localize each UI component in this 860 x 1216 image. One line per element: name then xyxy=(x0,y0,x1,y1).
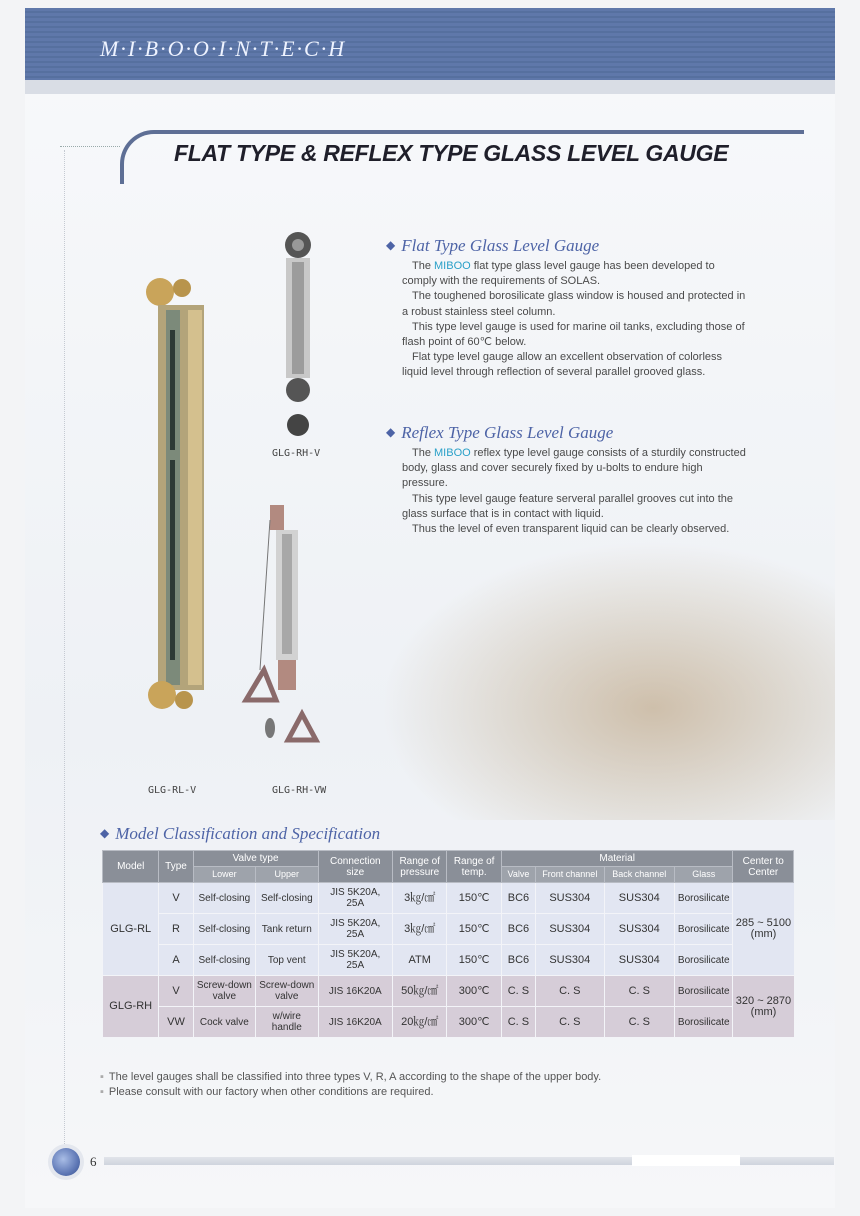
type-cell: A xyxy=(159,945,193,976)
header-subband xyxy=(25,80,835,94)
back-channel-cell: SUS304 xyxy=(604,945,675,976)
upper-cell: Tank return xyxy=(256,914,318,945)
front-channel-cell: SUS304 xyxy=(536,914,604,945)
type-cell: V xyxy=(159,883,193,914)
back-channel-cell: C. S xyxy=(604,1007,675,1038)
diamond-bullet-icon: ◆ xyxy=(100,826,110,840)
table-row xyxy=(103,914,794,945)
header-valve: Valve xyxy=(501,867,535,883)
lower-cell: Self-closing xyxy=(193,914,255,945)
back-channel-cell: SUS304 xyxy=(604,914,675,945)
header-range-pressure: Range of pressure xyxy=(393,851,447,883)
temp-cell: 300℃ xyxy=(447,1007,501,1038)
connection-cell: JIS 5K20A, 25A xyxy=(318,883,393,914)
spec-table xyxy=(102,850,794,1038)
header-range-temp: Range of temp. xyxy=(447,851,501,883)
footnote-item: ▪ The level gauges shall be classified into three types V, R, A according to the shape of the upper body. xyxy=(100,1070,601,1085)
lower-cell: Screw-down valve xyxy=(193,976,255,1007)
title-dotted-leader xyxy=(60,146,120,148)
connection-cell: JIS 5K20A, 25A xyxy=(318,914,393,945)
glass-cell: Borosilicate xyxy=(675,976,733,1007)
header-model: Model xyxy=(103,851,159,883)
table-row xyxy=(103,945,794,976)
center-cell: 320 ~ 2870 (mm) xyxy=(733,976,794,1038)
model-cell: GLG-RL xyxy=(103,883,159,976)
glass-cell: Borosilicate xyxy=(675,914,733,945)
header-front-channel: Front channel xyxy=(536,867,604,883)
pressure-cell: 3㎏/㎠ xyxy=(393,914,447,945)
header-center-to-center: Center to Center xyxy=(733,851,794,883)
temp-cell: 150℃ xyxy=(447,883,501,914)
lower-cell: Self-closing xyxy=(193,883,255,914)
diamond-bullet-icon: ◆ xyxy=(386,238,396,252)
gauge-glg-rh-v-image xyxy=(276,230,326,440)
valve-material-cell: BC6 xyxy=(501,883,535,914)
header-glass: Glass xyxy=(675,867,733,883)
page-number: 6 xyxy=(90,1154,97,1169)
header-type: Type xyxy=(159,851,193,883)
glass-cell: Borosilicate xyxy=(675,1007,733,1038)
back-channel-cell: SUS304 xyxy=(604,883,675,914)
lower-cell: Cock valve xyxy=(193,1007,255,1038)
caption-glg-rh-v: GLG-RH-V xyxy=(272,448,321,459)
header-lower: Lower xyxy=(193,867,255,883)
caption-glg-rl-v: GLG-RL-V xyxy=(148,785,197,796)
ship-photo-background xyxy=(380,540,835,820)
type-cell: VW xyxy=(159,1007,193,1038)
front-channel-cell: SUS304 xyxy=(536,883,604,914)
upper-cell: w/wire handle xyxy=(256,1007,318,1038)
pressure-cell: 3㎏/㎠ xyxy=(393,883,447,914)
connection-cell: JIS 16K20A xyxy=(318,976,393,1007)
header-back-channel: Back channel xyxy=(604,867,675,883)
footnotes xyxy=(100,1070,601,1100)
model-cell: GLG-RH xyxy=(103,976,159,1038)
pressure-cell: ATM xyxy=(393,945,447,976)
brand-logotype: M·I·B·O·O·I·N·T·E·C·H xyxy=(100,36,347,61)
reflex-type-description: The MIBOO reflex type level gauge consists of a sturdily constructed body, glass and cover securely fixed by u-bolts to endure high pressure. This type level gauge feature serveral parallel grooves cut into the glass surface that is in contact with liquid. Thus the level of even transparent liquid can be clearly observed. xyxy=(402,447,746,536)
glass-cell: Borosilicate xyxy=(675,883,733,914)
header-material: Material xyxy=(501,851,733,867)
temp-cell: 150℃ xyxy=(447,914,501,945)
gauge-glg-rl-v-image xyxy=(140,270,220,720)
diamond-bullet-icon: ◆ xyxy=(386,425,396,439)
front-channel-cell: C. S xyxy=(536,976,604,1007)
table-row xyxy=(103,1007,794,1038)
pressure-cell: 20㎏/㎠ xyxy=(393,1007,447,1038)
temp-cell: 300℃ xyxy=(447,976,501,1007)
connection-cell: JIS 16K20A xyxy=(318,1007,393,1038)
pressure-cell: 50㎏/㎠ xyxy=(393,976,447,1007)
header-valve-type: Valve type xyxy=(193,851,318,867)
flat-type-description: The MIBOO flat type glass level gauge has been developed to comply with the requirements of SOLAS. The toughened borosilicate glass window is housed and protected in a robust stainless steel column. This type level gauge is used for marine oil tanks, excluding those of flash point of 60℃ below. Flat type level gauge allow an excellent observation of colorless liquid level through reflection of several parallel grooved glass. xyxy=(402,260,746,379)
temp-cell: 150℃ xyxy=(447,945,501,976)
upper-cell: Self-closing xyxy=(256,883,318,914)
gauge-glg-rh-vw-image xyxy=(240,500,330,770)
reflex-type-heading: ◆ Reflex Type Glass Level Gauge xyxy=(386,423,614,442)
footer-bar-gap xyxy=(632,1155,740,1166)
front-channel-cell: C. S xyxy=(536,1007,604,1038)
caption-glg-rh-vw: GLG-RH-VW xyxy=(272,785,327,796)
connection-cell: JIS 5K20A, 25A xyxy=(318,945,393,976)
page-title: FLAT TYPE & REFLEX TYPE GLASS LEVEL GAUGE xyxy=(174,140,729,166)
center-cell: 285 ~ 5100 (mm) xyxy=(733,883,794,976)
table-row xyxy=(103,883,794,914)
model-spec-heading: ◆ Model Classification and Specification xyxy=(100,824,381,843)
upper-cell: Top vent xyxy=(256,945,318,976)
front-channel-cell: SUS304 xyxy=(536,945,604,976)
back-channel-cell: C. S xyxy=(604,976,675,1007)
valve-material-cell: C. S xyxy=(501,976,535,1007)
type-cell: R xyxy=(159,914,193,945)
footnote-item: ▪ Please consult with our factory when other conditions are required. xyxy=(100,1085,601,1100)
table-row xyxy=(103,976,794,1007)
header-upper: Upper xyxy=(256,867,318,883)
margin-dotted-line xyxy=(64,150,66,1150)
globe-icon xyxy=(52,1148,80,1176)
type-cell: V xyxy=(159,976,193,1007)
valve-material-cell: C. S xyxy=(501,1007,535,1038)
lower-cell: Self-closing xyxy=(193,945,255,976)
flat-type-heading: ◆ Flat Type Glass Level Gauge xyxy=(386,236,600,255)
header-connection-size: Connection size xyxy=(318,851,393,883)
valve-material-cell: BC6 xyxy=(501,914,535,945)
upper-cell: Screw-down valve xyxy=(256,976,318,1007)
valve-material-cell: BC6 xyxy=(501,945,535,976)
glass-cell: Borosilicate xyxy=(675,945,733,976)
